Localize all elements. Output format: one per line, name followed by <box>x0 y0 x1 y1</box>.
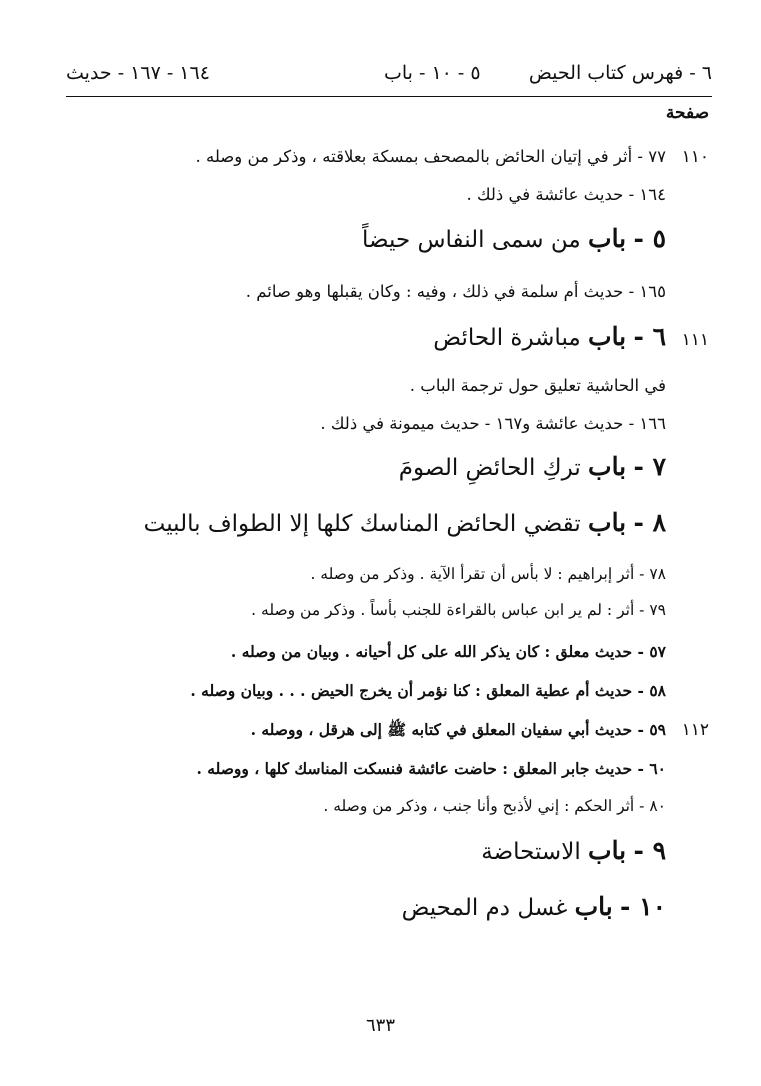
header-bab-range: ٥ - ١٠ - باب <box>384 62 481 84</box>
header-hadith-range: ١٦٤ - ١٦٧ - حديث <box>66 62 210 84</box>
chapter-title: الاستحاضة <box>481 839 581 865</box>
chapter-title: مباشرة الحائض <box>433 325 581 351</box>
chapter-number: ٥ - <box>633 224 666 253</box>
page-number: ٦٣٣ <box>365 1015 395 1036</box>
entry-hadith-58: ٥٨ - حديث أم عطية المعلق : كنا نؤمر أن يخرج الحيض . . . وبيان وصله . <box>190 681 666 700</box>
chapter-bab-word: باب <box>588 322 627 351</box>
chapter-number: ٧ - <box>633 452 666 481</box>
entry-athar-80: ٨٠ - أثر الحكم : إني لأذبح وأنا جنب ، وذكر من وصله . <box>323 797 666 815</box>
chapter-8-heading <box>144 508 666 537</box>
chapter-10-heading <box>402 892 666 921</box>
entry-athar-77: ٧٧ - أثر في إتيان الحائض بالمصحف بمسكة بعلاقته ، وذكر من وصله . <box>195 147 666 166</box>
chapter-title: تقضي الحائض المناسك كلها إلا الطواف بالبيت <box>143 511 581 537</box>
chapter-number: ٩ - <box>633 836 666 865</box>
chapter-bab-word: باب <box>588 224 627 253</box>
page-ref-111: ١١١ <box>681 330 709 350</box>
entry-hadith-166-167: ١٦٦ - حديث عائشة و١٦٧ - حديث ميمونة في ذلك . <box>320 414 666 433</box>
running-header <box>66 62 712 96</box>
page-ref-110: ١١٠ <box>681 147 709 167</box>
chapter-bab-word: باب <box>588 836 627 865</box>
chapter-bab-word: باب <box>588 508 627 537</box>
header-chapter-title: ٦ - فهرس كتاب الحيض <box>528 62 712 84</box>
entry-hadith-60: ٦٠ - حديث جابر المعلق : حاضت عائشة فنسكت المناسك كلها ، ووصله . <box>196 759 666 778</box>
header-rule <box>66 96 712 97</box>
chapter-title: من سمى النفاس حيضاً <box>362 227 581 253</box>
chapter-title: غسل دم المحيض <box>401 895 568 921</box>
entry-hadith-164: ١٦٤ - حديث عائشة في ذلك . <box>466 185 666 204</box>
chapter-number: ٦ - <box>633 322 666 351</box>
entry-footnote-note: في الحاشية تعليق حول ترجمة الباب . <box>409 376 666 395</box>
entry-hadith-165: ١٦٥ - حديث أم سلمة في ذلك ، وفيه : وكان يقبلها وهو صائم . <box>245 282 666 301</box>
chapter-number: ٨ - <box>633 508 666 537</box>
entry-athar-79: ٧٩ - أثر : لم ير ابن عباس بالقراءة للجنب بأساً . وذكر من وصله . <box>251 601 666 619</box>
entry-hadith-57: ٥٧ - حديث معلق : كان يذكر الله على كل أحيانه . وبيان من وصله . <box>230 642 666 661</box>
chapter-6-heading <box>433 322 666 351</box>
entry-hadith-59: ٥٩ - حديث أبي سفيان المعلق في كتابه ﷺ إلى هرقل ، ووصله . <box>250 720 666 739</box>
chapter-9-heading <box>481 836 666 865</box>
chapter-bab-word: باب <box>588 452 627 481</box>
chapter-bab-word: باب <box>574 892 613 921</box>
chapter-5-heading <box>362 224 666 253</box>
chapter-7-heading <box>399 452 666 481</box>
entry-athar-78: ٧٨ - أثر إبراهيم : لا بأس أن تقرأ الآية . وذكر من وصله . <box>310 565 666 583</box>
chapter-number: ١٠ - <box>620 892 666 921</box>
chapter-title: تركِ الحائضِ الصومَ <box>398 455 581 481</box>
page-ref-112: ١١٢ <box>681 720 709 740</box>
page-column-label: صفحة <box>665 103 709 123</box>
